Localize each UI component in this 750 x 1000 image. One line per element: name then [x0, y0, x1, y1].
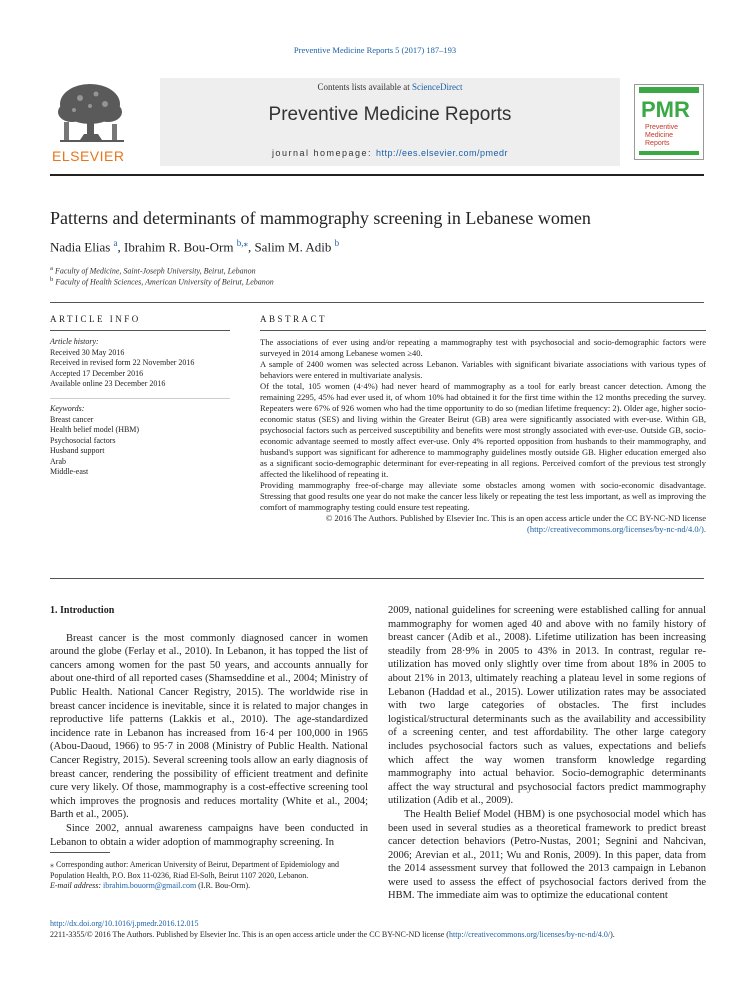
- contents-prefix: Contents lists available at: [317, 82, 412, 92]
- doi-link[interactable]: http://dx.doi.org/10.1016/j.pmedr.2016.12.015: [50, 919, 199, 928]
- footer-license-suffix: ).: [610, 929, 615, 939]
- author-name[interactable]: Ibrahim R. Bou-Orm: [124, 239, 234, 255]
- homepage-label: journal homepage:: [271, 148, 376, 158]
- history-item: Received in revised form 22 November 2016: [50, 358, 195, 367]
- abstract-divider: [260, 330, 706, 331]
- keywords-divider: [50, 398, 230, 399]
- affiliation-text: Faculty of Health Sciences, American University of Beirut, Lebanon: [55, 277, 274, 287]
- keyword: Health belief model (HBM): [50, 425, 140, 434]
- article-history: [50, 337, 230, 390]
- footnote-divider: [50, 852, 110, 853]
- article-info-divider: [50, 330, 230, 331]
- author-name[interactable]: Salim M. Adib: [254, 239, 332, 255]
- keyword: Middle-east: [50, 467, 89, 476]
- author-separator: ,: [117, 239, 125, 255]
- header-divider: [50, 174, 704, 176]
- journal-title: Preventive Medicine Reports: [268, 104, 512, 125]
- abstract-license: [260, 513, 706, 535]
- abstract-body: [260, 337, 706, 535]
- author-affiliation-mark[interactable]: b: [334, 238, 340, 248]
- affiliation-mark: b: [50, 276, 54, 283]
- journal-reference[interactable]: Preventive Medicine Reports 5 (2017) 187–193: [293, 45, 457, 55]
- affiliation-text: Faculty of Medicine, Saint-Joseph University, Beirut, Lebanon: [54, 266, 256, 276]
- email-label: E-mail address:: [50, 881, 104, 890]
- article-info-heading: ARTICLE INFO: [50, 314, 141, 324]
- history-label: Article history:: [50, 337, 99, 346]
- body-paragraph: 2009, national guidelines for screening were established calling for annual mammography for women aged 40 and above with no family history of breast cancer (Adib et al., 2008). Lifetime utilization has been increasing steadily from 28·9% in 2005 to 43% in 2013. In contrast, regular re-utilization has moved only slightly over time from about 18% in 2005 to about 21% in 2013, ultimately reaching a plateau level in some regions of Lebanon (Haddad et al., 2015). Lower utilization rates may be associated with two large categories of obstacles. The first includes logistical/structural determinants such as the availability and accessibility of a screening center, and test affordability. The other large category includes psychosocial factors such as values, expectations and beliefs which affect the way women transform knowledge regarding mammography into actual behavior. Socio-demographic determinants affect the way structural and psychosocial factors predict mammography utilization (Adib et al., 2009).: [388, 605, 706, 807]
- footer-license-text: 2211-3355/© 2016 The Authors. Published by Elsevier Inc. This is an open access article under the CC BY-NC-ND license (: [50, 929, 449, 939]
- cover-subtitle-2: Medicine: [645, 132, 674, 139]
- elsevier-wordmark: ELSEVIER: [52, 148, 125, 164]
- cover-subtitle-1: Preventive: [645, 124, 679, 131]
- body-paragraph: The Health Belief Model (HBM) is one psychosocial model which has been used in several studies as a theoretical framework to predict breast cancer detection behaviors (Petro-Nustas, 2001; Segnini and Nahcivan, 2006; Arevian et al., 2011; Wu and Ronis, 2009). In this paper, data from the 2014 assessment survey that followed the 2013 campaign in Lebanon were used to assess the effect of psychosocial factors derived from the HBM. The immediate aim was to optimize the educational content: [388, 808, 706, 902]
- cover-letters: PMR: [641, 97, 690, 122]
- corresponding-author-text: ⁎ Corresponding author: American University of Beirut, Department of Epidemiology and Population Health, P.O. Box 11-0236, Riad El-Solh, Beirut 1107 2020, Lebanon.: [50, 860, 340, 880]
- corresponding-author-footnote: [50, 860, 368, 892]
- footer-license: [50, 930, 710, 941]
- keywords-label: Keywords:: [50, 404, 85, 413]
- section-heading-introduction: 1. Introduction: [50, 605, 115, 616]
- abstract-paragraph: Providing mammography free-of-charge may alleviate some obstacles among women with socio-economic disadvantage. Stressing that good results one year do not make the cancer less likely or repeating the test less important, as well as improving the comfort of mammography testing could ensure test repeating.: [260, 480, 706, 512]
- section-divider-top: [50, 302, 704, 303]
- keywords: [50, 404, 230, 478]
- email-suffix: (I.R. Bou-Orm).: [196, 881, 251, 890]
- body-right-column: [388, 604, 706, 903]
- cover-subtitle-3: Reports: [645, 140, 670, 147]
- author-separator: ,: [247, 239, 255, 255]
- keyword: Breast cancer: [50, 414, 94, 424]
- author-name[interactable]: Nadia Elias: [50, 239, 111, 255]
- body-paragraph: Since 2002, annual awareness campaigns have been conducted in Lebanon to obtain a wider adoption of mammography screening. In: [50, 822, 368, 848]
- history-item: Available online 23 December 2016: [50, 379, 166, 388]
- affiliation-b: [50, 276, 274, 287]
- abstract-paragraph: The associations of ever using and/or repeating a mammography test with psychosocial and socio-demographic factors were surveyed in 2014 among Lebanese women ≥40.: [260, 337, 706, 358]
- article-title: Patterns and determinants of mammography screening in Lebanese women: [50, 208, 591, 228]
- page-footer: [50, 919, 710, 940]
- email-line: [50, 881, 368, 892]
- contents-lists-line: [160, 82, 620, 92]
- body-paragraph: Breast cancer is the most commonly diagnosed cancer in women around the globe (Ferlay et al., 2010). In Lebanon, it has topped the list of cancers among women for the past 50 years, and accounts annually for about one-third of all reported cases (Shamseddine et al., 2004; Ministry of Public Health. National Cancer Registry, 2015). The worldwide rise in breast cancer incidence is inevitable, since it is related to major changes in reproductive life patterns (Lakkis et al., 2010). The age-standardized incidence rate in Lebanon has increased from 16·4 per 100,000 in 1965 (Abou-Daoud, 1966) to 95·7 in 2008 (Ministry of Public Health. National Cancer Registry, 2015). Several screening tools allow an early diagnosis of breast cancer, rendering the possibility of efficient treatment and definite cure very likely. Of those, mammography is a cost-effective screening tool which improves the prognosis and reduces mortality (White et al., 2004; Barth et al., 2005).: [50, 632, 368, 821]
- cover-graphic-icon: [635, 85, 703, 159]
- abstract-heading: ABSTRACT: [260, 314, 328, 324]
- keyword: Husband support: [50, 446, 105, 455]
- abstract-paragraph: A sample of 2400 women was selected across Lebanon. Variables with significant bivariate associations with various types of behaviors were entered in multivariate analysis.: [260, 359, 706, 380]
- journal-homepage-line: [160, 148, 620, 158]
- affiliation-a: [50, 265, 256, 276]
- keyword: Psychosocial factors: [50, 435, 116, 445]
- keyword: Arab: [50, 456, 66, 466]
- license-link[interactable]: (http://creativecommons.org/licenses/by-nc-nd/4.0/).: [526, 524, 706, 534]
- homepage-link[interactable]: http://ees.elsevier.com/pmedr: [376, 148, 509, 158]
- license-text: © 2016 The Authors. Published by Elsevier Inc. This is an open access article under the CC BY-NC-ND license: [325, 513, 706, 523]
- body-left-column: [50, 604, 368, 849]
- affiliation-mark: a: [50, 265, 53, 272]
- sciencedirect-link[interactable]: ScienceDirect: [412, 82, 463, 92]
- history-item: Accepted 17 December 2016: [50, 368, 144, 378]
- journal-cover-thumbnail[interactable]: [634, 84, 704, 160]
- footer-license-link[interactable]: http://creativecommons.org/licenses/by-nc-nd/4.0/: [448, 929, 611, 939]
- section-divider-bottom: [50, 578, 704, 579]
- email-link[interactable]: ibrahim.bouorm@gmail.com: [103, 881, 197, 890]
- author-affiliation-mark[interactable]: a: [113, 238, 118, 248]
- author-affiliation-mark[interactable]: b,⁎: [236, 238, 248, 248]
- abstract-paragraph: Of the total, 105 women (4·4%) had never heard of mammography as a tool for early breast cancer detection. Among the remaining 2295, 45% had ever used it, of whom 10% had obtained it for the first time within the 12 months preceding the survey. Repeaters were 67% of 926 women who had the time opportunity to do so (median lifetime frequency: 2). Older age, higher socio-economic status (SES) and living within the Greater Beirut (GB) area were significantly associated with ever-use. Within GB, psychosocial factors such as perceived susceptibility and benefits were most strongly associated with ever-use. Outside GB, socio-economic advantage seemed to mostly affect ever-use. Only 4% reported opposition from husbands to their mammography, and husband's support was significant for adherence to mammography guidelines mostly outside GB. Higher education emerged also as a significant socio-demographic determinant for ever-repeating in all regions. Perceived comfort of the previous test strongly affected the likelihood of repeating it.: [260, 381, 706, 479]
- author-list: [50, 238, 339, 255]
- history-item: Received 30 May 2016: [50, 347, 125, 357]
